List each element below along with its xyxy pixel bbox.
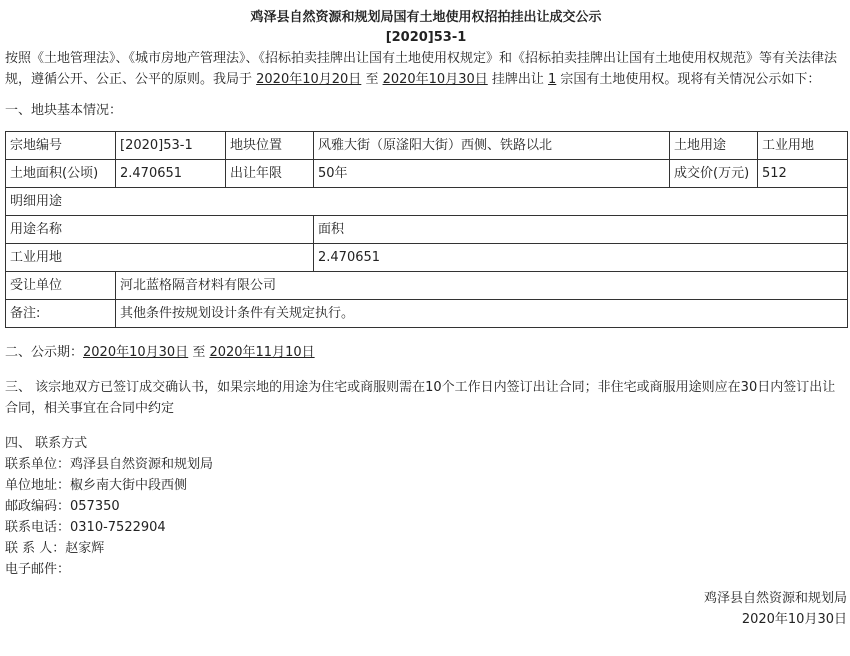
- page-title: 鸡泽县自然资源和规划局国有土地使用权招拍挂出让成交公示: [250, 10, 602, 25]
- table-cell: 受让单位: [6, 272, 116, 300]
- parcel-count: 1: [548, 72, 557, 87]
- table-cell: 面积: [314, 216, 848, 244]
- table-cell: 2.470651: [314, 244, 848, 272]
- section1-heading: 一、地块基本情况：: [5, 103, 123, 118]
- table-cell: 其他条件按规划设计条件有关规定执行。: [116, 300, 848, 328]
- signature-org: 鸡泽县自然资源和规划局: [703, 591, 847, 606]
- table-cell: 地块位置: [226, 132, 314, 160]
- section3: 三、 该宗地双方已签订成交确认书，如果宗地的用途为住宅或商服则需在10个工作日内签订出让合同；非住宅或商服用途则应在30日内签订出让合同，相关事宜在合同中约定: [5, 380, 836, 416]
- intro-paragraph: [5, 48, 847, 90]
- table-cell: 备注:: [6, 300, 116, 328]
- table-cell: 工业用地: [6, 244, 314, 272]
- table-cell: 工业用地: [758, 132, 848, 160]
- table-cell: 宗地编号: [6, 132, 116, 160]
- publicity-start-date: 2020年10月30日: [83, 345, 189, 360]
- announcement-code: [2020]53-1: [385, 30, 467, 45]
- contact-person: 联 系 人：赵家辉: [5, 541, 105, 556]
- intro-text: 挂牌出让: [487, 72, 549, 87]
- table-cell: 成交价(万元): [670, 160, 758, 188]
- table-row: [6, 244, 848, 272]
- listing-start-date: 2020年10月20日: [256, 72, 362, 87]
- table-cell: 风雅大街（原滏阳大街）西侧、铁路以北: [314, 132, 670, 160]
- listing-end-date: 2020年10月30日: [382, 72, 488, 87]
- table-cell: 土地用途: [670, 132, 758, 160]
- section4-heading: 四、 联系方式: [5, 436, 88, 451]
- table-cell: 512: [758, 160, 848, 188]
- table-cell: 50年: [314, 160, 670, 188]
- table-cell: 出让年限: [226, 160, 314, 188]
- publicity-end-date: 2020年11月10日: [209, 345, 315, 360]
- table-cell: 用途名称: [6, 216, 314, 244]
- contact-postcode: 邮政编码：057350: [5, 499, 120, 514]
- intro-to: 至: [361, 72, 383, 87]
- section2: [5, 342, 847, 363]
- table-row: [6, 132, 848, 160]
- table-row: [6, 272, 848, 300]
- announcement: [5, 8, 847, 630]
- table-cell: 土地面积(公顷): [6, 160, 116, 188]
- table-row: [6, 188, 848, 216]
- parcel-table: [5, 131, 848, 328]
- intro-text: 按照《土地管理法》、《城市房地产管理法》、《招标拍卖挂牌出让国有土地使用权规定》和《招标拍卖挂牌出让国有土地使用权规范》等有关法律法规，遵循公开、公正、公平的原则。我局于: [5, 51, 838, 87]
- section2-to: 至: [188, 345, 210, 360]
- table-row: [6, 300, 848, 328]
- section2-label: 二、公示期：: [5, 345, 84, 360]
- intro-text: 宗国有土地使用权。现将有关情况公示如下：: [556, 72, 821, 87]
- contact-email: 电子邮件：: [5, 562, 71, 577]
- table-cell: 明细用途: [6, 188, 848, 216]
- table-cell: 河北蓝格隔音材料有限公司: [116, 272, 848, 300]
- table-cell: [2020]53-1: [116, 132, 226, 160]
- contact-phone: 联系电话：0310-7522904: [5, 520, 166, 535]
- signature-date: 2020年10月30日: [741, 612, 847, 627]
- table-cell: 2.470651: [116, 160, 226, 188]
- contact-unit: 联系单位：鸡泽县自然资源和规划局: [5, 457, 214, 472]
- table-row: [6, 160, 848, 188]
- contact-address: 单位地址：椒乡南大街中段西侧: [5, 478, 188, 493]
- table-row: [6, 216, 848, 244]
- signature-block: [5, 588, 847, 630]
